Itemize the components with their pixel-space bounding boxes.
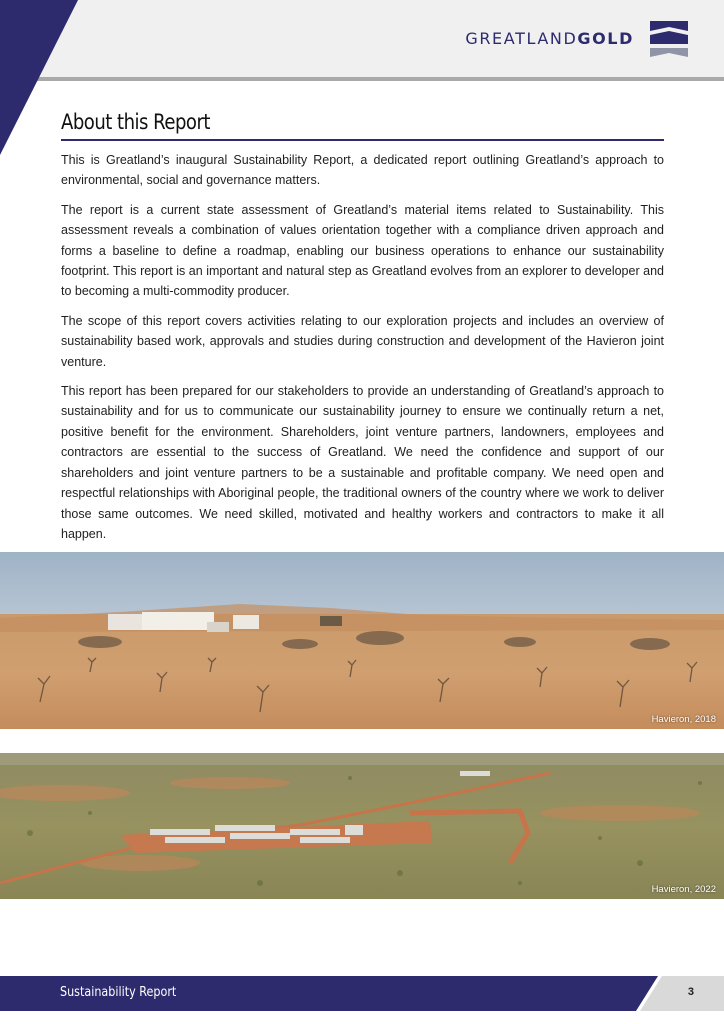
havieron-2018-photo — [0, 552, 724, 729]
photo-caption: Havieron, 2018 — [651, 714, 716, 725]
landscape-2018-image — [0, 552, 724, 729]
greatland-gold-logo — [465, 19, 692, 59]
page-footer — [0, 976, 724, 1011]
title-underline — [61, 139, 664, 141]
header-rule — [0, 77, 724, 81]
footer-report-label: Sustainability Report — [60, 985, 177, 1000]
paragraph: The scope of this report covers activities relating to our exploration projects and includes an overview of sustainability based work, approvals and studies during construction and development of the Havieron joint venture. — [61, 313, 664, 369]
paragraph: The report is a current state assessment of Greatland’s material items related to Sustainability. This assessment reveals a combination of values orientation together with a compliance driven approach and forms a baseline to define a roadmap, enabling our business operations to enhance our sustainability footprint. This report is an important and natural step as Greatland evolves from an explorer to developer and to becoming a multi-commodity producer. — [61, 202, 664, 299]
paragraph: This report has been prepared for our stakeholders to provide an understanding of Greatland’s approach to sustainability and for us to communicate our sustainability journey to ensure we continually return a net, positive benefit for the environment. Shareholders, joint venture partners, landowners, employees and contractors are essential to the success of Greatland. We need the confidence and support of our shareholders and joint venture partners to be a sustainable and profitable company. We need open and respectful relationships with Aboriginal people, the traditional owners of the country where we work to deliver those same outcomes. We need skilled, motivated and healthy workers and contractors to make it all happen. — [61, 384, 664, 541]
report-body — [61, 150, 664, 553]
logo-wordmark-bold: GOLD — [577, 29, 634, 48]
page-number: 3 — [687, 986, 694, 998]
logo-mark-icon — [646, 19, 692, 59]
landscape-2022-image — [0, 753, 724, 899]
photo-caption: Havieron, 2022 — [651, 884, 716, 895]
logo-wordmark — [465, 31, 634, 47]
page-title: About this Report — [61, 110, 210, 134]
havieron-2022-photo — [0, 753, 724, 899]
paragraph: This is Greatland’s inaugural Sustainability Report, a dedicated report outlining Greatland’s approach to environmental, social and governance matters. — [61, 153, 664, 188]
logo-wordmark-light: GREATLAND — [465, 29, 578, 48]
